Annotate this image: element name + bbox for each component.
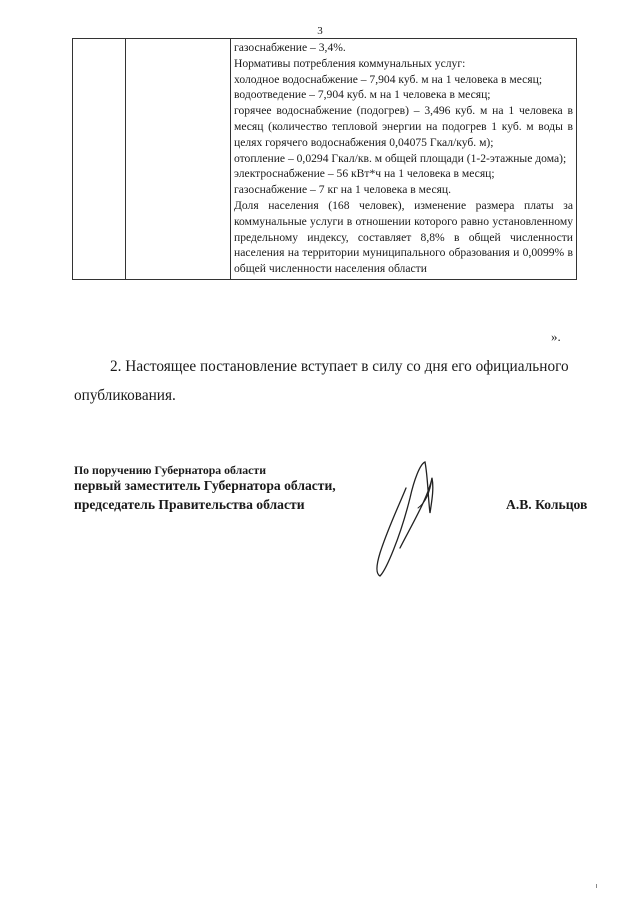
cell-line: Доля населения (168 человек), изменение размера платы за коммунальные услуги в отношении которого равно установленному предельному индексу, составляет 8,8% в общей численности населения на территории муниципального образования и 0,0099% в общей численности населения области (234, 198, 573, 276)
cell-line: горячее водоснабжение (подогрев) – 3,496 куб. м на 1 человека в месяц (количество тепловой энергии на подогрев 1 куб. м воды в целях горячего водоснабжения 0,04075 Гкал/куб. м); (234, 104, 573, 149)
cell-line: отопление – 0,0294 Гкал/кв. м общей площади (1-2-этажные дома); (234, 151, 567, 165)
signature-by-order: По поручению Губернатора области (74, 463, 266, 477)
page-number: 3 (317, 25, 323, 37)
closing-quote: ». (551, 329, 561, 344)
signature-stroke (377, 462, 433, 576)
scan-mark (596, 884, 597, 888)
paragraph-line-1: 2. Настоящее постановление вступает в силу со дня его официального (110, 358, 569, 375)
handwritten-signature (370, 458, 450, 583)
table-cell-empty-2 (126, 39, 231, 280)
cell-line: газоснабжение – 7 кг на 1 человека в месяц. (234, 183, 452, 197)
signatory-name: А.В. Кольцов (506, 497, 588, 512)
cell-line: газоснабжение – 3,4%. (234, 41, 346, 54)
data-table (72, 38, 577, 280)
cell-line: Нормативы потребления коммунальных услуг: (234, 56, 466, 70)
table-cell-text (231, 39, 577, 280)
paragraph-line-2: опубликования. (74, 387, 176, 404)
signature-position-line-1: первый заместитель Губернатора области, (74, 478, 336, 493)
table-cell-empty-1 (73, 39, 126, 280)
cell-line: электроснабжение – 56 кВт*ч на 1 человека в месяц; (234, 167, 495, 181)
table-row (73, 39, 577, 280)
cell-text-block (231, 39, 576, 279)
cell-line: холодное водоснабжение – 7,904 куб. м на 1 человека в месяц; (234, 72, 543, 86)
signature-stroke (418, 478, 432, 508)
signature-position-line-2: председатель Правительства области (74, 497, 305, 512)
cell-line: водоотведение – 7,904 куб. м на 1 человека в месяц; (234, 88, 491, 102)
